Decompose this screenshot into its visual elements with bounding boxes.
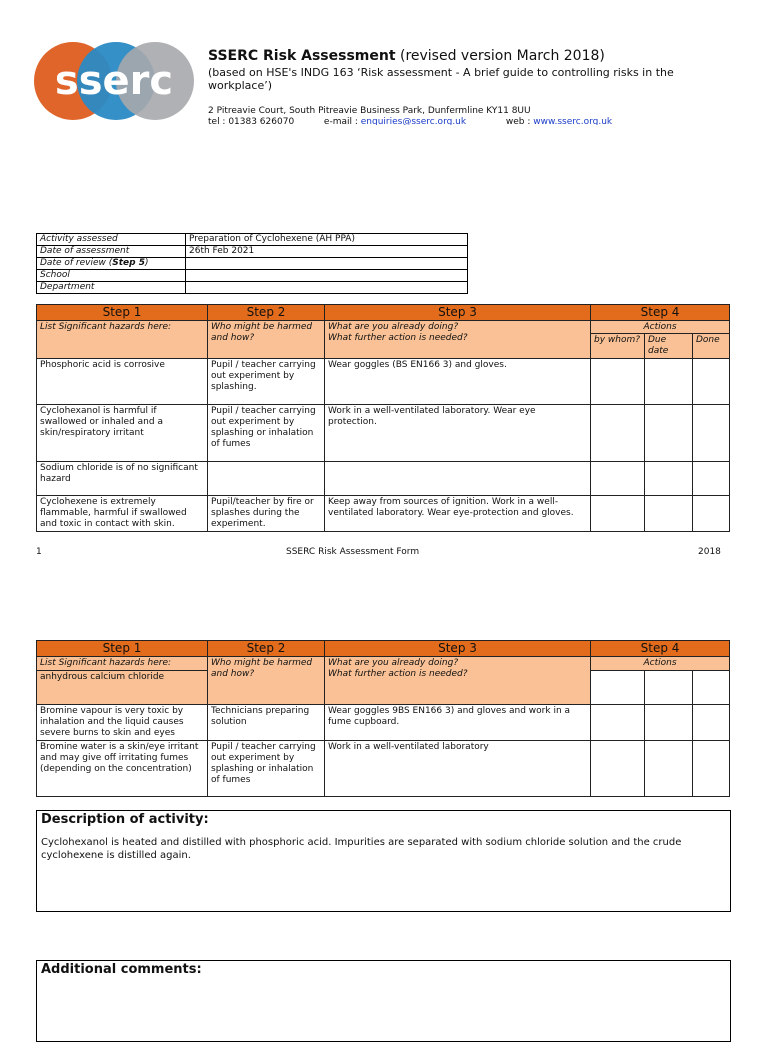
due-date-cell (645, 496, 693, 532)
step-2-header: Step 2 (208, 641, 325, 657)
description-heading: Description of activity: (41, 812, 209, 827)
by-whom-cell (591, 741, 645, 797)
doing-further-header: What are you already doing? What further action is needed? (325, 657, 591, 705)
doing-cell (325, 462, 591, 496)
logo-wordmark: sserc (54, 58, 174, 104)
title-bold: SSERC Risk Assessment (208, 48, 396, 64)
address: 2 Pitreavie Court, South Pitreavie Business Park, Dunfermline KY11 8UU (208, 106, 531, 116)
comments-box (36, 960, 731, 1042)
hazard-cell: anhydrous calcium chloride (37, 671, 208, 705)
doing-cell: Wear goggles 9BS EN166 3) and gloves and work in a fume cupboard. (325, 705, 591, 741)
done-cell (693, 705, 730, 741)
by-whom-cell (591, 405, 645, 462)
due-date-cell (645, 671, 693, 705)
assessment-date-label: Date of assessment (37, 246, 186, 258)
review-date-label: Date of review (Step 5) (37, 258, 186, 270)
table-row (37, 234, 468, 246)
hazard-cell: Phosphoric acid is corrosive (37, 359, 208, 405)
steps-header-row (37, 305, 730, 321)
table-row (37, 496, 730, 532)
due-date-cell (645, 462, 693, 496)
done-cell (693, 405, 730, 462)
who-cell: Pupil / teacher carrying out experiment by splashing or inhalation of fumes (208, 741, 325, 797)
by-whom-cell (591, 705, 645, 741)
step-1-header: Step 1 (37, 641, 208, 657)
table-row (37, 741, 730, 797)
table-row (37, 282, 468, 294)
step-1-header: Step 1 (37, 305, 208, 321)
risk-table-2 (36, 640, 730, 797)
school-value (186, 270, 468, 282)
comments-heading: Additional comments: (41, 962, 202, 977)
title-rest: (revised version March 2018) (395, 48, 605, 64)
step-4-header: Step 4 (591, 641, 730, 657)
by-whom-header: by whom? (591, 334, 645, 359)
table-row (37, 705, 730, 741)
page-title (208, 48, 605, 64)
activity-label: Activity assessed (37, 234, 186, 246)
doing-cell: Work in a well-ventilated laboratory (325, 741, 591, 797)
description-text: Cyclohexanol is heated and distilled with phosphoric acid. Impurities are separated with sodium chloride solution and the crude cyclohexene is distilled again. (41, 837, 682, 861)
who-harmed-header: Who might be harmed and how? (208, 321, 325, 359)
web-link[interactable]: www.sserc.org.uk (533, 117, 613, 125)
footer-form-name: SSERC Risk Assessment Form (286, 547, 420, 557)
page-subtitle: (based on HSE's INDG 163 ‘Risk assessment - A brief guide to controlling risks in the workplace’) (208, 66, 674, 92)
by-whom-cell (591, 462, 645, 496)
who-cell: Pupil/teacher by fire or splashes during the experiment. (208, 496, 325, 532)
hazard-cell: Cyclohexanol is harmful if swallowed or inhaled and a skin/respiratory irritant (37, 405, 208, 462)
who-cell (208, 462, 325, 496)
by-whom-cell (591, 671, 645, 705)
footer-year: 2018 (698, 547, 721, 557)
sserc-logo (34, 42, 194, 120)
department-value (186, 282, 468, 294)
description-box (36, 810, 731, 912)
doing-further-header: What are you already doing? What further action is needed? (325, 321, 591, 359)
department-label: Department (37, 282, 186, 294)
step-2-header: Step 2 (208, 305, 325, 321)
doing-cell: Work in a well-ventilated laboratory. Wear eye protection. (325, 405, 591, 462)
table-row (37, 258, 468, 270)
step-3-header: Step 3 (325, 641, 591, 657)
table-row (37, 462, 730, 496)
hazard-cell: Sodium chloride is of no significant hazard (37, 462, 208, 496)
hazard-cell: Bromine water is a skin/eye irritant and may give off irritating fumes (depending on the concentration) (37, 741, 208, 797)
table-row (37, 405, 730, 462)
hazards-header: List Significant hazards here: (37, 657, 208, 671)
due-date-header: Due date (645, 334, 693, 359)
doing-cell: Wear goggles (BS EN166 3) and gloves. (325, 359, 591, 405)
done-header: Done (693, 334, 730, 359)
activity-table (36, 233, 468, 294)
done-cell (693, 671, 730, 705)
actions-header: Actions (591, 321, 730, 334)
who-cell: Technicians preparing solution (208, 705, 325, 741)
due-date-cell (645, 741, 693, 797)
table-row (37, 359, 730, 405)
due-date-cell (645, 405, 693, 462)
page-number: 1 (36, 547, 42, 557)
school-label: School (37, 270, 186, 282)
done-cell (693, 462, 730, 496)
done-cell (693, 359, 730, 405)
doing-cell: Keep away from sources of ignition. Work in a well-ventilated laboratory. Wear eye-protection and gloves. (325, 496, 591, 532)
due-date-cell (645, 359, 693, 405)
activity-value: Preparation of Cyclohexene (AH PPA) (186, 234, 468, 246)
hazards-header: List Significant hazards here: (37, 321, 208, 359)
steps-header-row (37, 641, 730, 657)
step-4-header: Step 4 (591, 305, 730, 321)
hazard-cell: Cyclohexene is extremely flammable, harmful if swallowed and toxic in contact with skin. (37, 496, 208, 532)
who-cell: Pupil / teacher carrying out experiment by splashing or inhalation of fumes (208, 405, 325, 462)
due-date-cell (645, 705, 693, 741)
review-date-value (186, 258, 468, 270)
by-whom-cell (591, 359, 645, 405)
done-cell (693, 741, 730, 797)
table-row (37, 270, 468, 282)
email-link[interactable]: enquiries@sserc.org.uk (360, 117, 467, 125)
hazard-cell: Bromine vapour is very toxic by inhalation and the liquid causes severe burns to skin and eyes (37, 705, 208, 741)
assessment-date-value: 26th Feb 2021 (186, 246, 468, 258)
column-headers-row (37, 321, 730, 334)
table-row (37, 246, 468, 258)
column-headers-row (37, 657, 730, 671)
step-3-header: Step 3 (325, 305, 591, 321)
contact-line (208, 117, 612, 125)
risk-table-1 (36, 304, 730, 532)
actions-header: Actions (591, 657, 730, 671)
done-cell (693, 496, 730, 532)
email-label: e-mail : (323, 117, 361, 125)
who-cell: Pupil / teacher carrying out experiment by splashing. (208, 359, 325, 405)
who-harmed-header: Who might be harmed and how? (208, 657, 325, 705)
web-label: web : (505, 117, 534, 125)
telephone: tel : 01383 626070 (208, 117, 295, 125)
by-whom-cell (591, 496, 645, 532)
